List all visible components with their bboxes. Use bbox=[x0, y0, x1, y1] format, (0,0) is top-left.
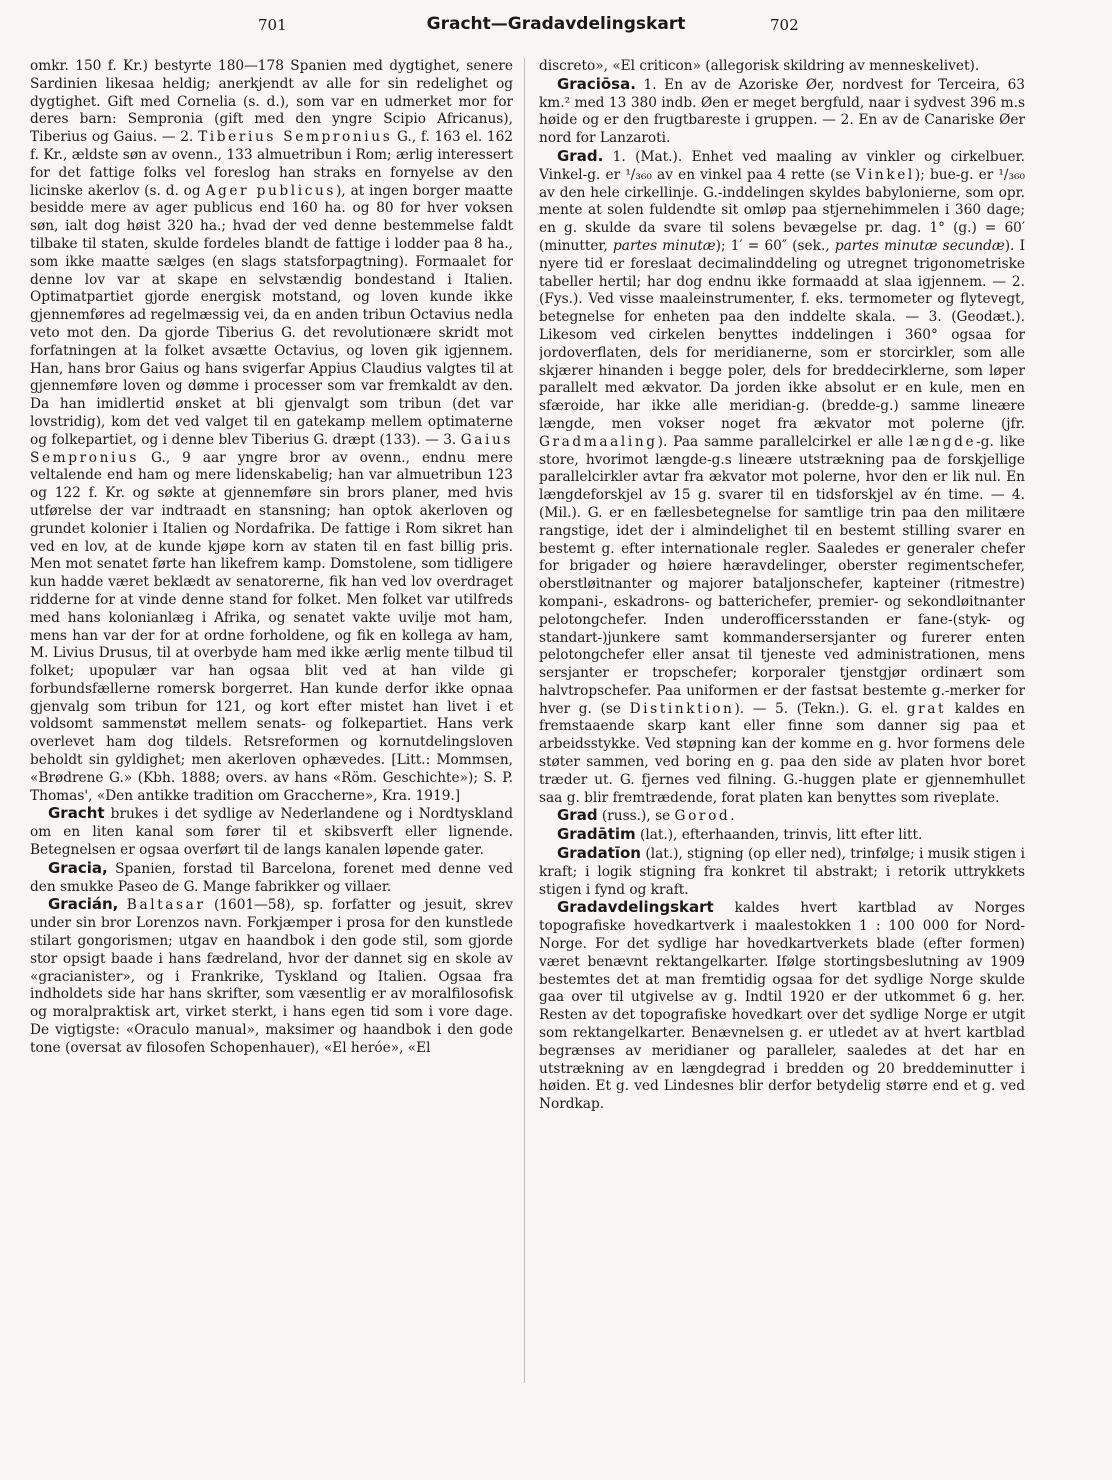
headword-gracia: Gracia, bbox=[48, 858, 108, 877]
headword-graciosa: Graciōsa. bbox=[557, 74, 636, 93]
page-number-left: 701 bbox=[258, 16, 287, 34]
entry-grad-russ: Grad (russ.), se Gorod. bbox=[557, 806, 735, 825]
headword-gracian: Gracián, bbox=[48, 895, 119, 914]
right-column bbox=[539, 58, 1025, 1458]
entry-gracht: Gracht brukes i det sydlige av Nederlandene og i Nordtyskland om en liten kanal som fører til et skibsverft eller lignende. Betegnelsen er ogsaa overført til de langs kanalen løpende gater. bbox=[30, 804, 513, 859]
headword-gracht: Gracht bbox=[48, 804, 105, 823]
headword-grad: Grad. bbox=[557, 146, 604, 165]
entry-grad: Grad. 1. (Mat.). Enhet ved maaling av vinkler og cirkelbuer. Vinkel-g. er ¹/₃₆₀ av en vinkel paa 4 rette (se Vinkel); bue-g. er ¹/₃₆₀ av den hele cirkellinje. G.-inddelingen skyldes babylonierne, som opr. mente at solen fuldendte sit omløp paa stjernehimmelen i 360 dage; en g. skulde da svare til solens bevægelse pr. dag. 1° (g.) = 60′ (minutter, partes minutæ); 1′ = 60″ (sek., partes minutæ secundæ). I nyere tid er foreslaat decimalinddeling og utregnet trigonometriske tabeller hertil; har dog endnu ikke formaadd at slaa igjennem. — 2. (Fys.). Ved visse maaleinstrumenter, f. eks. termometer og flytevegt, betegnelse for enheten paa den inddelte skala. — 3. (Geodæt.). Likesom ved cirkelen benyttes inddelingen i 360° ogsaa for jordoverflaten, dels for meridianerne, som er storcirkler, som alle skjærer hinanden i begge poler, dels for breddecirklerne, som løper parallelt med ækvator. Da jorden ikke absolut er en kule, men en sfæroide, har ikke alle meridian-g. (bredde-g.) samme lineære længde, men vokser noget fra ækvator mot polerne (jfr. Gradmaaling). Paa samme parallelcirkel er alle længde-g. like store, hvorimot længde-g.s lineære utstrækning paa de forskjellige parallelcirkler avtar fra ækvator mot polerne, hvor den er lik nul. En længdeforskjel av 15 g. svarer til en tidsforskjel av én time. — 4. (Mil.). G. er en fællesbetegnelse for samtlige trin paa den militære rangstige, idet der i almindelighet til en bestemt stilling svarer en bestemt g. efter internationale regler. Saaledes er generaler chefer for brigader og høiere hæravdelinger, oberster regimentschefer, oberstløitnanter og majorer bataljonschefer, kapteiner (ritmestre) kompani-, eskadrons- og batterichefer, premier- og sekondløitnanter pelotongchefer. Inden underofficersstanden er fane-(styk- og standart-)junkere samt kommandersersjanter og furerer enten pelotongchefer eller ansat til tjeneste ved administrationen, mens sersjanter er tropschefer; korporaler tjenstgjør ordinært som halvtropschefer. Paa uniformen er der fastsat bestemte g.-merker for hver g. (se Distinktion). — 5. (Tekn.). G. el. grat kaldes en fremstaaende skarp kant eller finne som danner sig paa et arbeidsstykke. Ved støpning kan der komme en g. hvor formens dele støter sammen, ved boring en g. paa den side av platen hvor boret træder ut. G. fjernes ved filning. G.-huggen plate er gjennemhullet saa g. blir fremtrædende, forat platen kan benyttes som riveplate. bbox=[539, 146, 1025, 806]
entry-graciosa: Graciōsa. 1. En av de Azoriske Øer, nordvest for Terceira, 63 km.² med 13 380 indb. Øen er meget bergfuld, naar i sydvest 396 m.s høide og er den frugtbareste i gruppen. — 2. En av de Canariske Øer nord for Lanzaroti. bbox=[539, 74, 1025, 147]
entry-gradatim: Gradātim (lat.), efterhaanden, trinvis, litt efter litt. bbox=[557, 825, 923, 844]
headword-grad-russ: Grad bbox=[557, 806, 598, 825]
headword-gradatim: Gradātim bbox=[557, 825, 636, 844]
headword-gradavdelingskart: Gradavdelingskart bbox=[557, 898, 714, 917]
entry-gradation: Gradatīon (lat.), stigning (op eller ned), trinfølge; i musik stigen i kraft; i logik stigning fra konkret til abstrakt; i retorik uttrykkets stigen i fynd og kraft. bbox=[539, 844, 1025, 898]
column-divider bbox=[524, 58, 525, 1383]
headword-gradation: Gradatīon bbox=[557, 844, 641, 863]
running-title: Gracht—Gradavdelingskart bbox=[426, 14, 686, 34]
entry-gracia: Gracia, Spanien, forstad til Barcelona, forenet med denne ved den smukke Paseo de G. Mange fabrikker og villaer. bbox=[30, 858, 513, 895]
entry-gracian: Gracián, Baltasar (1601—58), sp. forfatter og jesuit, skrev under sin bror Lorenzos navn. Forkjæmper i prosa for den kunstlede stilart gongorismen; utgav en haandbok i den gode stil, som gjorde stor opsigt baade i hans fædreland, hvor der dannet sig en skole av «gracianister», og i Frankrike, Tyskland og Italien. Ogsaa fra indholdets side har hans skrifter, som væsentlig er av moralfilosofisk og moralpraktisk art, virket sterkt, i hans egen tid som i vore dage. De vigtigste: «Oraculo manual», maksimer og haandbok i den gode tone (oversat av filosofen Schopenhauer), «El heróe», «El bbox=[30, 895, 513, 1056]
page-header bbox=[0, 14, 1112, 42]
entry-gradavdelingskart: Gradavdelingskart kaldes hvert kartblad av Norges topografiske hovedkartverk i maalestokken 1 : 100 000 for Nord-Norge. For det sydlige har hovedkartverkets blade (efter formen) været benævnt rektangelkarter. Ifølge stortingsbeslutning av 1909 bestemtes det at man fremtidig ogsaa for det sydlige Norge skulde gaa over til utgivelse av g. Indtil 1920 er der utkommet 6 g. her. Resten av det topografiske hovedkart over det sydlige Norge er utgit som rektangelkarter. Benævnelsen g. er utledet av at hvert kartblad begrænses av meridianer og paralleler, saaledes at det har en utstrækning av en længdegrad i bredden og 20 breddeminutter i høiden. Et g. ved Lindesnes blir derfor betydelig større end et g. ved Nordkap. bbox=[539, 898, 1025, 1113]
gracian-entry-continuation: discreto», «El criticon» (allegorisk skildring av menneskelivet). bbox=[539, 58, 980, 74]
gracchus-entry-continuation: omkr. 150 f. Kr.) bestyrte 180—178 Spanien med dygtighet, senere Sardinien likesaa heldig; anerkjendt av alle for sin redelighet og dygtighet. Gift med Cornelia (s. d.), som var en udmerket mor for deres barn: Sempronia (gift med den yngre Scipio Africanus), Tiberius og Gaius. — 2. Tiberius Sempronius G., f. 163 el. 162 f. Kr., ældste søn av ovenn., 133 almuetribun i Rom; ærlig interessert for det fattige folks vel foreslog han straks en fornyelse av den licinske akerlov (s. d. og Ager publicus), at ingen borger maatte besidde mere av ager publicus end 160 ha. og 80 for hver voksen søn, ialt dog høist 320 ha.; hvad der ved denne bestemmelse faldt tilbake til staten, skulde fordeles blandt de fattige i lodder paa 8 ha., som ikke maatte sælges (en slags statsforpagtning). Formaalet for denne lov var at skape en selvstændig bondestand i Italien. Optimatpartiet gjorde energisk motstand, og loven kunde ikke gjennemføres ad regelmæssig vei, da en anden tribun Octavius nedla veto mot den. Da gjorde Tiberius G. det revolutionære skridt mot forfatningen at la folket avsætte Octavius, og loven gik igjennem. Han, hans bror Gaius og hans svigerfar Appius Claudius valgtes til at gjennemføre loven og dømme i processer som var fremkaldt av den. Da han imidlertid ønsket at bli gjenvalgt som tribun (det var lovstridig), kom det ved valget til en gatekamp mellem optimaterne og folkepartiet, og i denne blev Tiberius G. dræpt (133). — 3. Gaius Sempronius G., 9 aar yngre bror av ovenn., endnu mere veltalende end ham og mere lidenskabelig; han var almuetribun 123 og 122 f. Kr. og søkte at gjennemføre sin brors planer, med hvis utførelse der var indtraadt en stansning; han optok akerloven og grundet kolonier i Italien og Nordafrika. De fattige i Rom sikret han ved en lov, at de kunde kjøpe korn av staten til en fast billig pris. Men mot senatet førte han likefrem kamp. Domstolene, som tidligere kun hadde været beklædt av senatorerne, fik han ved lov overdraget ridderne for at vinde denne stand for folket. Men folket var utilfreds med hans kolonianlæg i Afrika, og senatet vakte uvilje mot ham, mens han var der for at ordne forholdene, og fik en kollega av ham, M. Livius Drusus, til at overbyde ham med ikke ærlig mente tilbud til folket; upopulær var han ogsaa blit ved at han vilde gi forbundsfællerne romersk borgerret. Han kunde derfor ikke opnaa gjenvalg som tribun for 121, og kort efter mistet han livet i et voldsomt sammenstøt mellem senats- og folkepartiet. Hans verk overlevet ham dog tildels. Retsreformen og kornutdelingsloven beholdt sin gyldighet; men akerloven ophævedes. [Litt.: Mommsen, «Brødrene G.» (Kbh. 1888; overs. av hans «Röm. Geschichte»); S. P. Thomas', «Den antikke tradition om Graccherne», Kra. 1919.] bbox=[30, 58, 513, 804]
left-column bbox=[30, 58, 513, 1458]
page-number-right: 702 bbox=[770, 16, 799, 34]
